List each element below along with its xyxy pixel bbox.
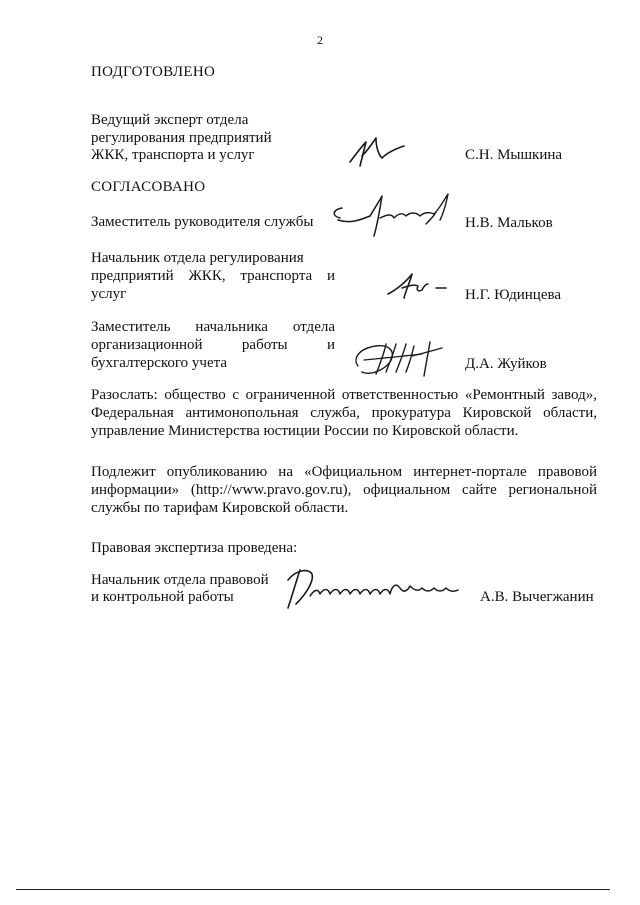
signature-yudintseva [384, 268, 454, 302]
prepared-position-line-2: регулирования предприятий [91, 130, 272, 146]
signature-malkov [330, 190, 460, 240]
approver-1-position: Заместитель руководителя службы [91, 214, 314, 230]
legal-position-line-1: Начальник отдела правовой [91, 572, 269, 588]
legal-name: А.В. Вычегжанин [480, 589, 594, 605]
approver-2-name: Н.Г. Юдинцева [465, 287, 562, 303]
prepared-heading: ПОДГОТОВЛЕНО [91, 64, 216, 80]
approver-2-position-line-1 [91, 249, 335, 267]
approver-3-position-line-1: Заместитель начальника отдела [91, 319, 335, 335]
legal-position-line-2: и контрольной работы [91, 589, 234, 605]
approved-heading: СОГЛАСОВАНО [91, 179, 206, 195]
approver-2-position-line-2: предприятий ЖКК, транспорта и [91, 268, 335, 284]
publication-text: Подлежит опубликованию на «Официальном интернет-портале правовой информации» (http://www.pravo.gov.ru), официальном сайте региональной службы по тарифам Кировской области. [91, 464, 597, 516]
signature-vychegzhanin [282, 560, 472, 612]
approver-2-position-line-3: услуг [91, 286, 127, 302]
approver-3-position-line-3: бухгалтерского учета [91, 355, 228, 371]
legal-review-note: Правовая экспертиза проведена: [91, 540, 298, 556]
page-number: 2 [317, 33, 323, 47]
prepared-position-line-1: Ведущий эксперт отдела [91, 112, 249, 128]
approver-3-position-line-2: организационной работы и [91, 337, 335, 353]
prepared-name: С.Н. Мышкина [465, 147, 563, 163]
distribution-text: Разослать: общество с ограниченной ответственностью «Ремонтный завод», Федеральная антимонопольная служба, прокуратура Кировской области, управление Министерства юстиции России по Кировской области. [91, 387, 597, 439]
signature-myshkina [348, 132, 408, 172]
approver-2-position-line-1-text: Начальник отдела регулирования [91, 250, 304, 266]
prepared-position-line-3: ЖКК, транспорта и услуг [91, 147, 255, 163]
approver-3-name: Д.А. Жуйков [465, 356, 547, 372]
bottom-rule [16, 889, 610, 890]
signature-zhuykov [350, 336, 450, 382]
approver-1-name: Н.В. Мальков [465, 215, 553, 231]
